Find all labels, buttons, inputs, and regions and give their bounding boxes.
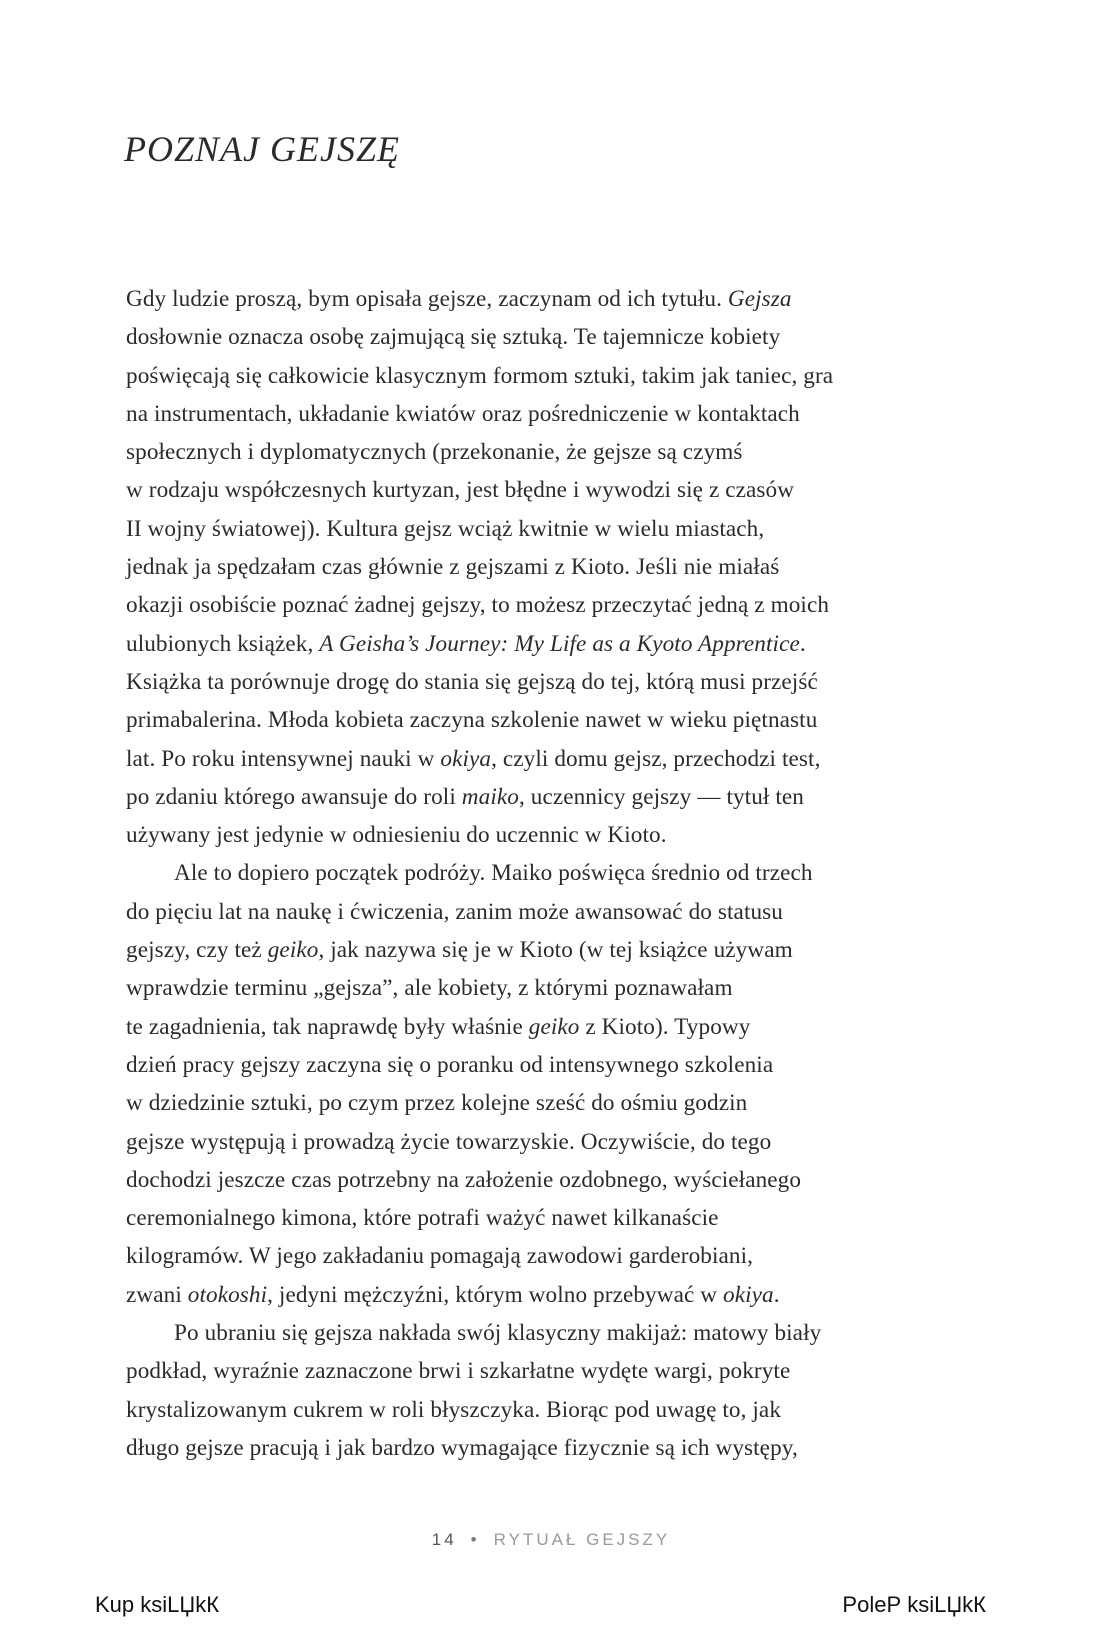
text-line — [126, 1084, 986, 1122]
text-segment: w dziedzinie sztuki, po czym przez kolejne sześć do ośmiu godzin — [126, 1090, 748, 1117]
text-line — [126, 1352, 986, 1390]
body-text — [126, 280, 986, 1467]
text-segment: Ale to dopiero początek podróży. Maiko poświęca średnio od trzech — [174, 860, 813, 887]
italic-term: A Geisha’s Journey: My Life as a Kyoto Apprentice — [319, 630, 800, 657]
text-segment: społecznych i dyplomatycznych (przekonanie, że gejsze są czymś — [126, 439, 743, 466]
text-line — [126, 931, 986, 969]
text-line — [126, 1429, 986, 1467]
chapter-title: POZNAJ GEJSZĘ — [124, 129, 400, 169]
text-segment: gejszy, czy też — [126, 937, 268, 964]
text-line — [126, 280, 986, 318]
text-segment: , jedyni mężczyźni, którym wolno przebywać w — [267, 1281, 724, 1308]
text-segment: . — [799, 630, 806, 657]
recommend-book-link[interactable]: PoleР ksiLЏkК — [842, 1592, 986, 1617]
text-line — [126, 1237, 986, 1275]
text-segment: po zdaniu którego awansuje do roli — [126, 783, 462, 810]
text-line — [126, 433, 986, 471]
text-line — [126, 1046, 986, 1084]
running-footer — [0, 1530, 1102, 1550]
text-line — [126, 1199, 986, 1237]
italic-term: maiko — [461, 783, 519, 810]
text-segment: na instrumentach, układanie kwiatów oraz pośredniczenie w kontaktach — [126, 400, 800, 427]
text-segment: okazji osobiście poznać żadnej gejszy, to możesz przeczytać jedną z moich — [126, 592, 830, 619]
text-line — [126, 548, 986, 586]
text-line — [126, 969, 986, 1007]
running-head: RYTUAŁ GEJSZY — [493, 1530, 671, 1549]
text-segment: te zagadnienia, tak naprawdę były właśnie — [126, 1013, 529, 1040]
text-segment: zwani — [126, 1281, 188, 1308]
footer-separator: • — [470, 1530, 480, 1549]
italic-term: okiya — [440, 745, 492, 772]
buy-book-link[interactable]: Kup ksiLЏkК — [95, 1592, 220, 1617]
text-segment: ulubionych książek, — [126, 630, 320, 657]
page-number: 14 — [431, 1530, 457, 1549]
text-line — [126, 1314, 986, 1352]
text-line — [126, 1276, 986, 1314]
text-line — [126, 778, 986, 816]
italic-term: geiko — [267, 937, 319, 964]
text-segment: primabalerina. Młoda kobieta zaczyna szkolenie nawet w wieku piętnastu — [126, 707, 818, 734]
text-line — [126, 663, 986, 701]
text-segment: dochodzi jeszcze czas potrzebny na założenie ozdobnego, wyściełanego — [126, 1166, 802, 1193]
text-segment: jednak ja spędzałam czas głównie z gejszami z Kioto. Jeśli nie miałaś — [126, 554, 780, 581]
text-segment: wprawdzie terminu „gejsza”, ale kobiety, z którymi poznawałam — [126, 975, 733, 1002]
text-segment: używany jest jedynie w odniesieniu do uczennic w Kioto. — [126, 822, 667, 849]
text-segment: gejsze występują i prowadzą życie towarzyskie. Oczywiście, do tego — [126, 1128, 772, 1155]
text-line — [126, 586, 986, 624]
text-segment: Gdy ludzie proszą, bym opisała gejsze, zaczynam od ich tytułu. — [126, 286, 728, 312]
text-line — [126, 854, 986, 892]
text-line — [126, 1391, 986, 1429]
text-line — [126, 395, 986, 433]
text-segment: podkład, wyraźnie zaznaczone brwi i szkarłatne wydęte wargi, pokryte — [126, 1358, 791, 1385]
text-segment: kilogramów. W jego zakładaniu pomagają zawodowi garderobiani, — [126, 1243, 754, 1270]
text-line — [126, 510, 986, 548]
text-segment: poświęcają się całkowicie klasycznym formom sztuki, takim jak taniec, gra — [126, 362, 834, 389]
italic-term: otokoshi — [187, 1281, 268, 1308]
italic-term: geiko — [528, 1013, 580, 1040]
text-segment: dosłownie oznacza osobę zajmującą się sztuką. Te tajemnicze kobiety — [126, 324, 781, 351]
text-segment: , jak nazywa się je w Kioto (w tej książce używam — [318, 937, 793, 964]
italic-term: Gejsza — [727, 286, 792, 312]
text-segment: z Kioto). Typowy — [579, 1013, 751, 1040]
text-segment: w rodzaju współczesnych kurtyzan, jest błędne i wywodzi się z czasów — [126, 477, 795, 504]
text-line — [126, 471, 986, 509]
text-line — [126, 1161, 986, 1199]
text-line — [126, 318, 986, 356]
text-segment: długo gejsze pracują i jak bardzo wymagające fizycznie są ich występy, — [126, 1434, 798, 1461]
text-segment: , uczennicy gejszy — tytuł ten — [518, 783, 804, 810]
text-segment: II wojny światowej). Kultura gejsz wciąż kwitnie w wielu miastach, — [126, 515, 765, 542]
text-segment: . — [773, 1281, 780, 1308]
text-line — [126, 701, 986, 739]
text-segment: Książka ta porównuje drogę do stania się gejszą do tej, którą musi przejść — [126, 668, 818, 695]
text-segment: dzień pracy gejszy zaczyna się o poranku od intensywnego szkolenia — [126, 1051, 774, 1078]
italic-term: okiya — [723, 1281, 774, 1308]
text-line — [126, 1008, 986, 1046]
text-line — [126, 357, 986, 395]
text-segment: lat. Po roku intensywnej nauki w — [126, 745, 441, 772]
text-segment: Po ubraniu się gejsza nakłada swój klasyczny makijaż: matowy biały — [174, 1320, 822, 1347]
text-line — [126, 1123, 986, 1161]
text-line — [126, 625, 986, 663]
text-segment: , czyli domu gejsz, przechodzi test, — [491, 745, 821, 772]
text-segment: do pięciu lat na naukę i ćwiczenia, zanim może awansować do statusu — [126, 898, 783, 925]
text-segment: ceremonialnego kimona, które potrafi ważyć nawet kilkanaście — [126, 1205, 719, 1232]
text-line — [126, 740, 986, 778]
text-line — [126, 816, 986, 854]
text-line — [126, 893, 986, 931]
text-segment: krystalizowanym cukrem w roli błyszczyka. Biorąc pod uwagę to, jak — [126, 1396, 782, 1423]
